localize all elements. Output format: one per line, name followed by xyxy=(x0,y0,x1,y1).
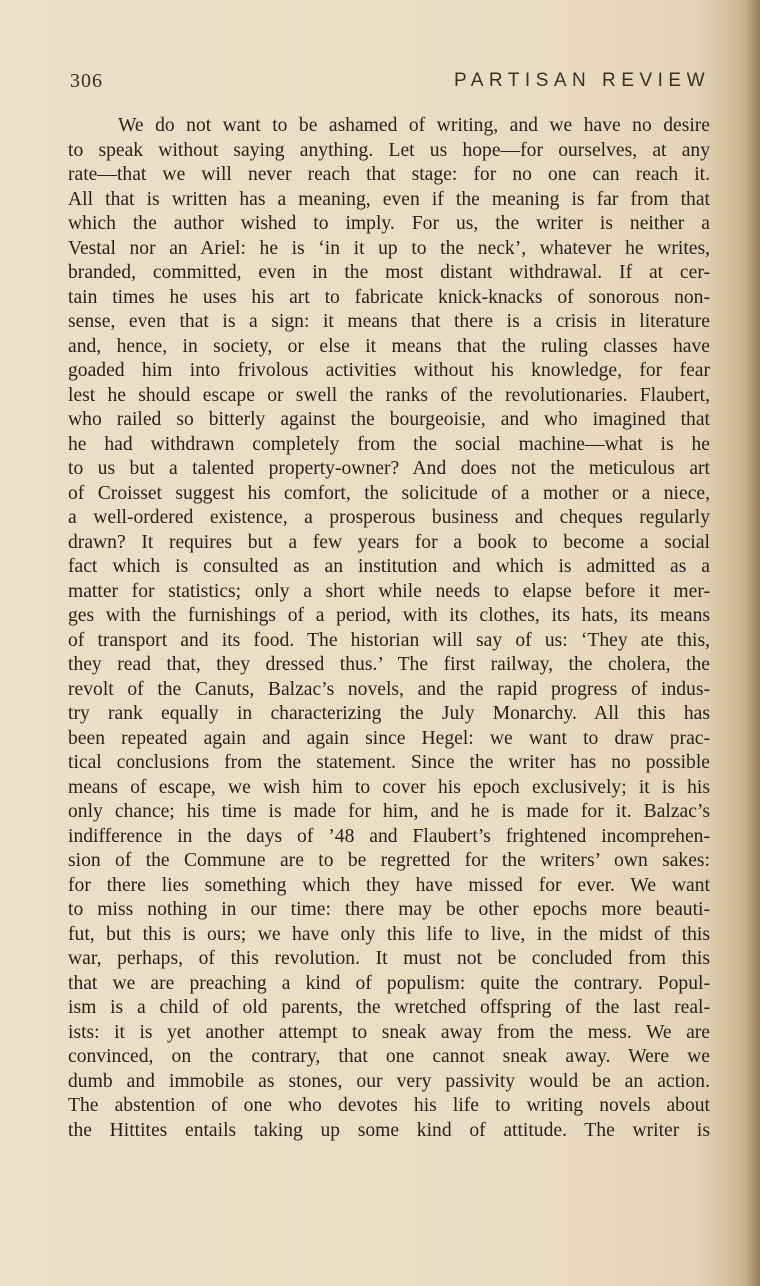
text-line: of Croisset suggest his comfort, the solicitude of a mother or a niece, xyxy=(68,482,710,504)
text-line: indifference in the days of ’48 and Flaubert’s frightened incomprehen- xyxy=(68,825,710,847)
text-line: ists: it is yet another attempt to sneak away from the mess. We are xyxy=(68,1021,710,1043)
text-line: who railed so bitterly against the bourgeoisie, and who imagined that xyxy=(68,409,710,430)
text-line: to miss nothing in our time: there may be other epochs more beauti- xyxy=(68,899,710,920)
text-line: ges with the furnishings of a period, with its clothes, its hats, its means xyxy=(68,605,710,626)
text-line: and, hence, in society, or else it means that the ruling classes have xyxy=(68,335,710,357)
text-line: tical conclusions from the statement. Since the writer has no possible xyxy=(68,752,710,773)
text-line: dumb and immobile as stones, our very passivity would be an action. xyxy=(68,1070,710,1092)
text-line: We do not want to be ashamed of writing, and we have no desire xyxy=(118,115,710,136)
text-line: to speak without saying anything. Let us hope—for ourselves, at any xyxy=(68,139,710,161)
text-line: goaded him into frivolous activities without his knowledge, for fear xyxy=(68,360,710,381)
text-line: matter for statistics; only a short while needs to elapse before it mer- xyxy=(68,580,710,602)
text-line: that we are preaching a kind of populism: quite the contrary. Popul- xyxy=(68,972,710,994)
text-line: they read that, they dressed thus.’ The first railway, the cholera, the xyxy=(68,654,710,675)
text-line: Vestal nor an Ariel: he is ‘in it up to the neck’, whatever he writes, xyxy=(68,237,710,259)
body-text xyxy=(68,114,710,1143)
text-line: rate—that we will never reach that stage: for no one can reach it. xyxy=(68,164,710,185)
text-line: convinced, on the contrary, that one cannot sneak away. Were we xyxy=(68,1046,710,1067)
text-line: fact which is consulted as an institution and which is admitted as a xyxy=(68,556,710,577)
text-line: only chance; his time is made for him, and he is made for it. Balzac’s xyxy=(68,801,710,822)
text-line: drawn? It requires but a few years for a book to become a social xyxy=(68,531,710,553)
text-line: revolt of the Canuts, Balzac’s novels, and the rapid progress of indus- xyxy=(68,678,710,700)
text-line: branded, committed, even in the most distant withdrawal. If at cer- xyxy=(68,262,710,283)
running-head: PARTISAN REVIEW xyxy=(454,70,710,91)
text-line: lest he should escape or swell the ranks of the revolutionaries. Flaubert, xyxy=(68,384,710,406)
text-line: been repeated again and again since Hegel: we want to draw prac- xyxy=(68,727,710,749)
text-line: a well-ordered existence, a prosperous business and cheques regularly xyxy=(68,507,710,528)
page-header xyxy=(70,70,710,100)
page-number: 306 xyxy=(70,70,103,92)
text-line: ism is a child of old parents, the wretched offspring of the last real- xyxy=(68,997,710,1018)
text-line: war, perhaps, of this revolution. It must not be concluded from this xyxy=(68,948,710,969)
text-line: sion of the Commune are to be regretted for the writers’ own sakes: xyxy=(68,850,710,871)
text-line: to us but a talented property-owner? And does not the meticulous art xyxy=(68,458,710,479)
spine-shadow xyxy=(746,0,760,1286)
text-line: means of escape, we wish him to cover his epoch exclusively; it is his xyxy=(68,776,710,798)
text-line: which the author wished to imply. For us, the writer is neither a xyxy=(68,213,710,234)
text-line: sense, even that is a sign: it means that there is a crisis in literature xyxy=(68,311,710,332)
text-line: for there lies something which they have missed for ever. We want xyxy=(68,874,710,896)
text-line: of transport and its food. The historian will say of us: ‘They ate this, xyxy=(68,629,710,651)
text-line: the Hittites entails taking up some kind of attitude. The writer is xyxy=(68,1119,710,1141)
text-line: try rank equally in characterizing the July Monarchy. All this has xyxy=(68,703,710,724)
text-line: tain times he uses his art to fabricate knick-knacks of sonorous non- xyxy=(68,286,710,308)
text-line: fut, but this is ours; we have only this life to live, in the midst of this xyxy=(68,923,710,945)
text-line: All that is written has a meaning, even if the meaning is far from that xyxy=(68,188,710,210)
text-line: The abstention of one who devotes his life to writing novels about xyxy=(68,1095,710,1116)
text-line: he had withdrawn completely from the social machine—what is he xyxy=(68,433,710,455)
